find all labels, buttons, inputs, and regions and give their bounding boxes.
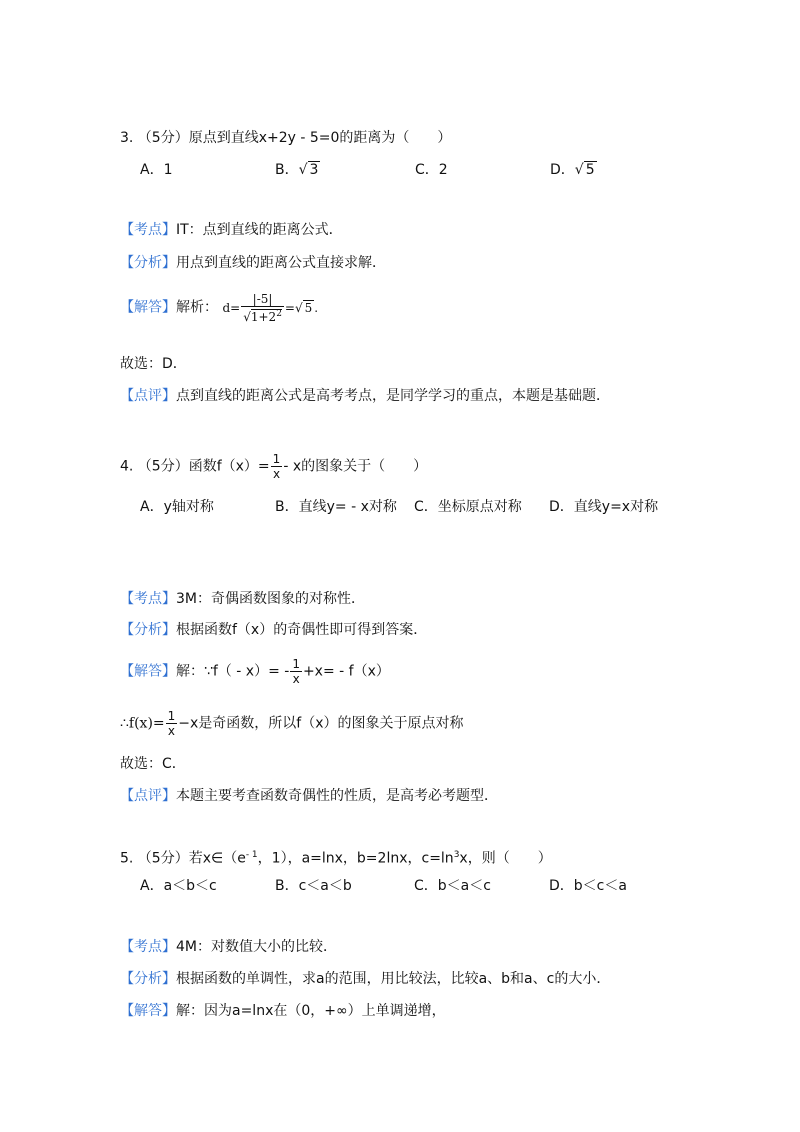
jieda-tag: 【解答】	[120, 663, 176, 680]
q3-fenxi	[120, 253, 386, 273]
q4-option-b: B．直线y= - x对称	[275, 499, 397, 515]
q5-stem-exponent-2: 3	[453, 850, 460, 860]
formula-fraction	[241, 292, 284, 324]
q5-kaodian	[120, 937, 337, 957]
fenxi-text: 用点到直线的距离公式直接求解．	[176, 255, 386, 271]
q3-kaodian	[120, 220, 343, 240]
jieda-prefix: 解析：	[176, 299, 218, 316]
jieda-tag: 【解答】	[120, 299, 176, 316]
q5-stem-b: ，1），a=lnx，b=2lnx，c=ln	[257, 850, 454, 867]
jieda-tag: 【解答】	[120, 1003, 176, 1019]
q4-jieda-denominator: x	[292, 672, 300, 686]
q5-stem-c: x，则（ ）	[459, 850, 552, 867]
q4-stem-fraction	[271, 452, 283, 481]
fenxi-text: 根据函数的单调性，求a的范围，用比较法，比较a、b和a、c的大小．	[176, 971, 611, 987]
q5-stem-exponent: - 1	[245, 850, 258, 860]
kaodian-tag: 【考点】	[120, 939, 176, 955]
q4-fenxi	[120, 620, 427, 640]
fenxi-tag: 【分析】	[120, 971, 176, 987]
q4-conclusion-fraction	[166, 709, 178, 738]
q3-stem: 3. （5分）原点到直线x+2y - 5=0的距离为（ ）	[120, 130, 452, 146]
q4-conclusion	[120, 709, 464, 738]
formula-denominator: $√1+2^2$	[243, 309, 282, 324]
q4-jieda-numerator: 1	[292, 657, 300, 671]
q4-stem	[120, 452, 427, 481]
jieda-text: 解：因为a=lnx在（0，+∞）上单调递增，	[176, 1003, 446, 1019]
q5-stem-a: 5. （5分）若x∈（e	[120, 850, 246, 867]
q3-jieda	[120, 292, 318, 324]
q3-dianping	[120, 386, 610, 406]
q4-stem-a: 4. （5分）函数f（x）=	[120, 458, 270, 475]
q4-jieda-b: +x= - f（x）	[302, 663, 390, 680]
q5-fenxi	[120, 969, 610, 989]
formula-end: .	[314, 300, 319, 315]
fenxi-tag: 【分析】	[120, 255, 176, 271]
kaodian-tag: 【考点】	[120, 222, 176, 238]
distance-formula	[222, 292, 319, 324]
q5-option-d: D．b＜c＜a	[549, 878, 627, 894]
q4-jieda-a: 解：∵f（ - x）= -	[176, 663, 290, 680]
formula-lead: d=	[222, 300, 241, 315]
q4-conclusion-numerator: 1	[167, 709, 176, 723]
dianping-tag: 【点评】	[120, 388, 176, 404]
q4-kaodian	[120, 589, 365, 609]
formula-numerator: |-5|	[241, 292, 284, 307]
sqrt-symbol: √ 3	[298, 162, 319, 178]
q4-option-d: D．直线y=x对称	[549, 499, 659, 515]
q3-option-c: C．2	[415, 162, 448, 178]
formula-den-exponent: 2	[276, 309, 282, 319]
q4-conclusion-a: ∴f(x)=	[120, 715, 165, 732]
kaodian-text: 4M：对数值大小的比较．	[176, 939, 337, 955]
q5-option-c: C．b＜a＜c	[414, 878, 491, 894]
q4-stem-denominator: x	[272, 467, 281, 481]
q3-option-d-label: D．	[550, 162, 575, 178]
q4-conclusion-b: −x是奇函数，所以f（x）的图象关于原点对称	[178, 715, 464, 732]
kaodian-text: IT：点到直线的距离公式．	[176, 222, 343, 238]
dianping-tag: 【点评】	[120, 788, 176, 804]
q4-dianping	[120, 786, 498, 806]
q4-conclusion-denominator: x	[167, 724, 176, 738]
sqrt-symbol: √ 5	[574, 162, 595, 178]
q4-option-c: C．坐标原点对称	[414, 499, 522, 515]
q4-stem-numerator: 1	[272, 452, 281, 466]
q4-jieda-fraction	[290, 657, 302, 686]
q5-option-b: B．c＜a＜b	[275, 878, 352, 894]
q3-answer: 故选：D．	[120, 356, 187, 372]
q3-option-a: A．1	[140, 162, 173, 178]
q5-stem	[120, 845, 552, 869]
formula-equals: =	[284, 300, 295, 315]
q3-option-d	[550, 160, 597, 180]
q3-option-b-label: B．	[275, 162, 299, 178]
sqrt-symbol: √ 5	[294, 300, 313, 315]
dianping-text: 点到直线的距离公式是高考考点，是同学学习的重点，本题是基础题．	[176, 388, 610, 404]
formula-den-base: 1+2	[250, 310, 277, 324]
dianping-text: 本题主要考查函数奇偶性的性质，是高考必考题型．	[176, 788, 498, 804]
q3-option-d-radicand: 5	[585, 162, 595, 178]
fenxi-tag: 【分析】	[120, 622, 176, 638]
q4-answer: 故选：C．	[120, 756, 186, 772]
kaodian-tag: 【考点】	[120, 591, 176, 607]
q5-jieda	[120, 1001, 446, 1021]
q3-option-b-radicand: 3	[309, 162, 319, 178]
q4-jieda	[120, 657, 390, 686]
q5-option-a: A．a＜b＜c	[140, 878, 217, 894]
q3-option-b	[275, 160, 320, 180]
kaodian-text: 3M：奇偶函数图象的对称性．	[176, 591, 365, 607]
q4-stem-b: - x的图象关于（ ）	[283, 458, 428, 475]
q4-option-a: A．y轴对称	[140, 499, 214, 515]
formula-result-radicand: 5	[304, 300, 313, 315]
fenxi-text: 根据函数f（x）的奇偶性即可得到答案．	[176, 622, 428, 638]
